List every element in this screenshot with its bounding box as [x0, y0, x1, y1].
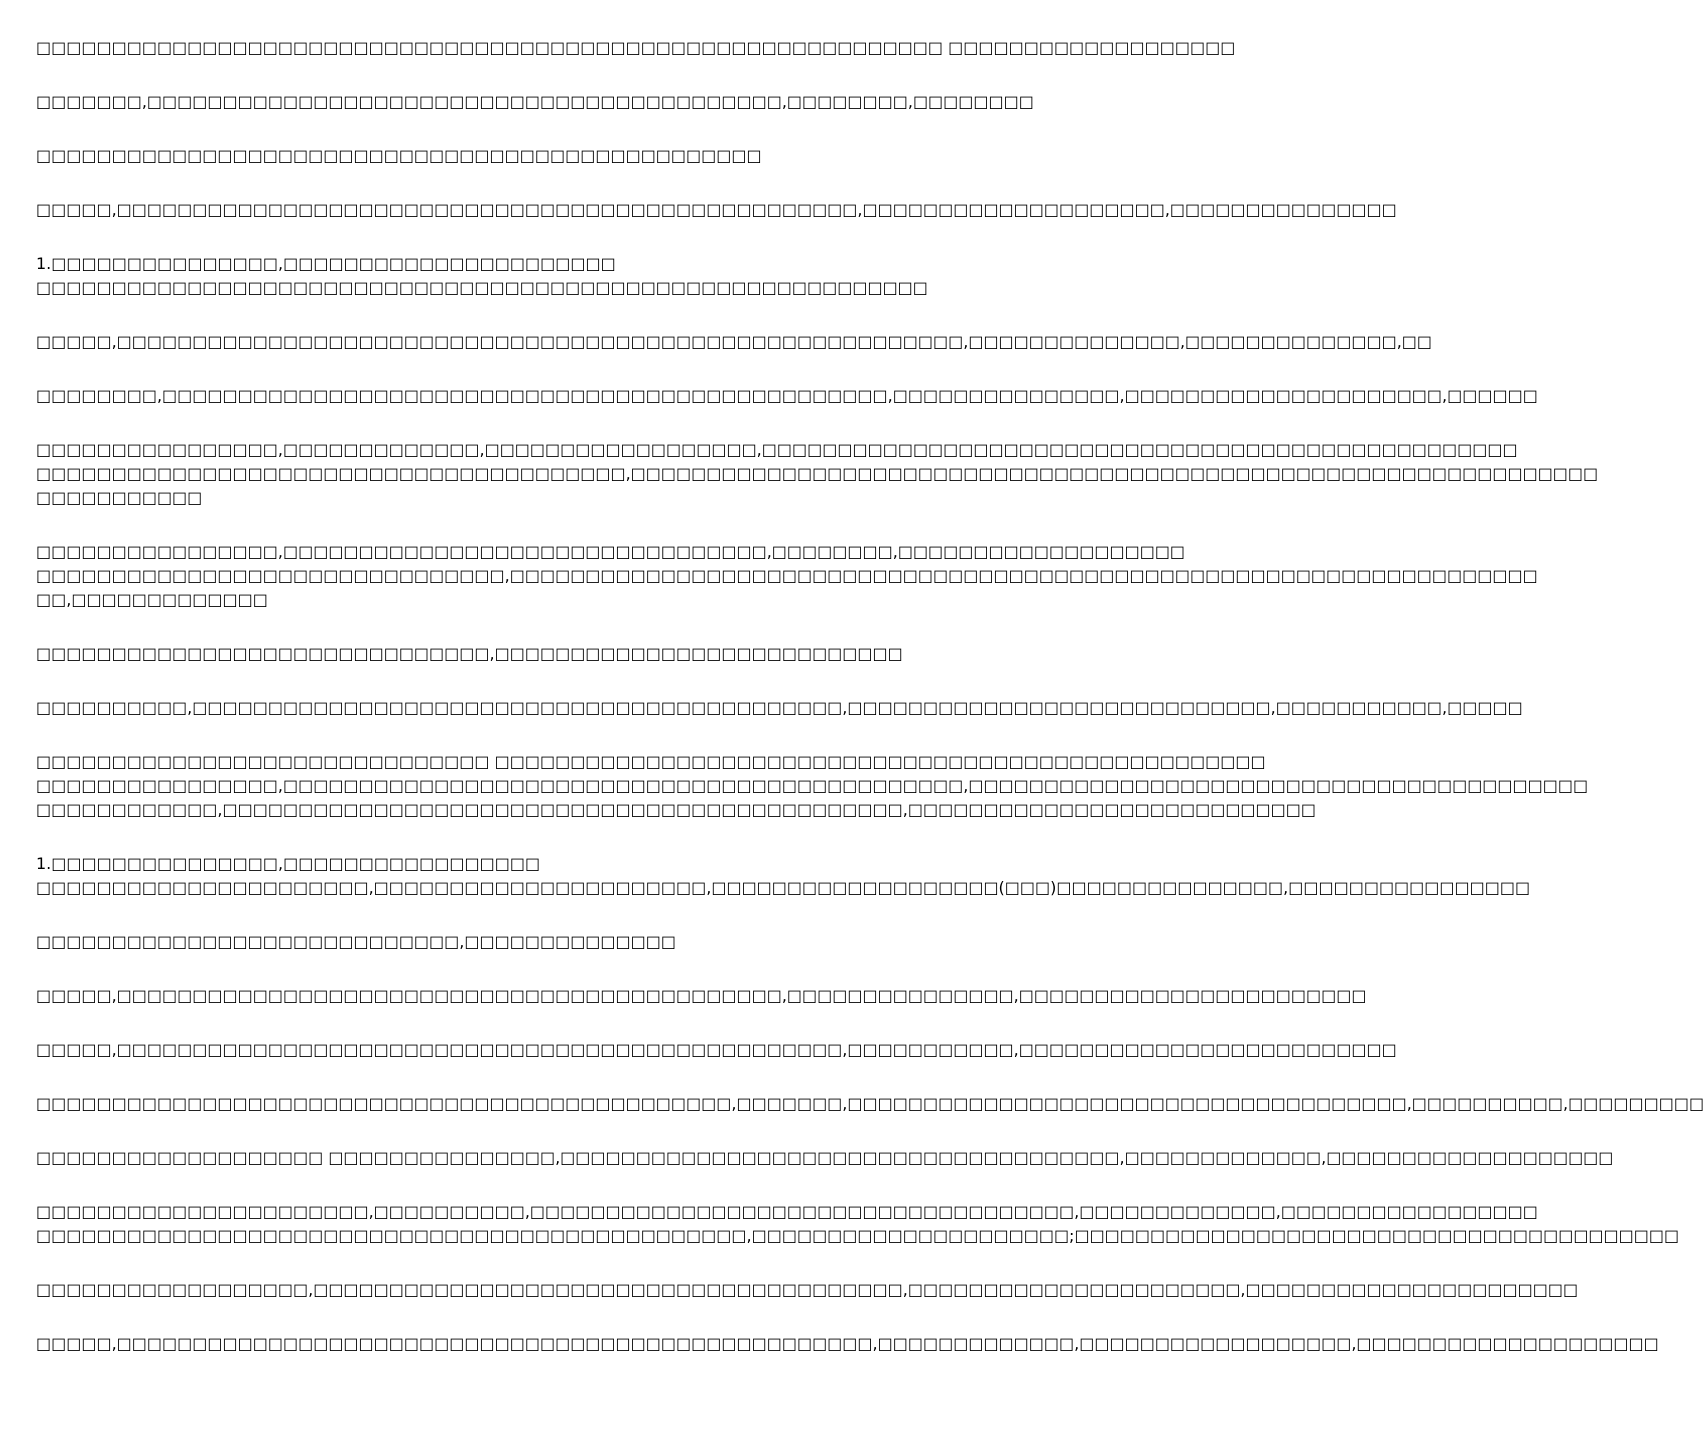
paragraph-line: □□□□□□□□□□□□□□□□□□□□□□□□□□□□□□,□□□□□□□□□□□□□□□□□□□□□□□□□□□ [36, 644, 903, 663]
paragraph-line: □□□□□□□□□□□□□□□□□□□□□□□□□□□□□□□□□□□□□□□,□□□□□□□□□□□□□□□□□□□□□□□□□□□□□□□□□□□□□□□□□□□□□□□□□□□□□□□□□□□□□□□□ [36, 464, 1599, 483]
paragraph-line: □□□□□□□□,□□□□□□□□□□□□□□□□□□□□□□□□□□□□□□□□□□□□□□□□□□□□□□□□,□□□□□□□□□□□□□□□,□□□□□□□□□□□□□□□□□□□□□,□□□□□□ [36, 386, 1538, 405]
paragraph [36, 750, 1589, 822]
paragraph [36, 1278, 1579, 1302]
paragraph [36, 438, 1599, 510]
paragraph-line: □□□□□□□□□□□□□□□□□□□□□□□□□□□□,□□□□□□□□□□□□□□ [36, 932, 677, 951]
paragraph-line: □□□□□□□□□□□□□□□□□□□□□□□□□□□□□□ □□□□□□□□□□□□□□□□□□□□□□□□□□□□□□□□□□□□□□□□□□□□□□□□□□□ [36, 752, 1266, 771]
paragraph-line: □□□□□,□□□□□□□□□□□□□□□□□□□□□□□□□□□□□□□□□□□□□□□□□□□□□□□□□□,□□□□□□□□□□□□□,□□□□□□□□□□□□□□□□□□,□□□□□□□□□□□□□□□□□□□□ [36, 1334, 1659, 1353]
paragraph [36, 642, 990, 666]
paragraph [36, 252, 990, 300]
paragraph-line: □□□□□□□□□□□□□□□□□□□□□□□□□□□□□□□□□□□□□□□□□□□□□□□,□□□□□□□□□□□□□□□□□□□□□;□□□□□□□□□□□□□□□□□□□□□□□□□□□□□□□□□□□□□□□□ [36, 1226, 1680, 1245]
paragraph-line: □□□□□□□□□□,□□□□□□□□□□□□□□□□□□□□□□□□□□□□□□□□□□□□□□□□□□□,□□□□□□□□□□□□□□□□□□□□□□□□□□□□,□□□□□□□□□□□,□□□□□ [36, 698, 1523, 717]
paragraph [36, 696, 1523, 720]
paragraph-line: □□□□□□□□□□□□□□□□,□□□□□□□□□□□□□□□□□□□□□□□□□□□□□□□□□□□□□□□□□□□□□,□□□□□□□□□□□□□□□□□□□□□□□□□□□□□□□□□□□□□□□□□ [36, 776, 1589, 795]
paragraph [36, 1092, 1704, 1116]
paragraph-line: □□□□□□□□□□□ [36, 488, 203, 507]
paragraph [36, 384, 1538, 408]
paragraph [36, 90, 1034, 114]
paragraph-line: □□□□□□□□□□□□□□□□□□,□□□□□□□□□□□□□□□□□□□□□□□□□□□□□□□□□□□□□□□,□□□□□□□□□□□□□□□□□□□□□□,□□□□□□□□□□□□□□□□□□□□□□ [36, 1280, 1579, 1299]
paragraph-line: □□□□□□□□□□□□□□□□□□□□□□□□□□□□□□□□□□□□□□□□□□□□□□,□□□□□□□,□□□□□□□□□□□□□□□□□□□□□□□□□□□□□□□□□□□□□,□□□□□□□□□□,□□□□□□□□□ [36, 1094, 1704, 1113]
paragraph [36, 1146, 1614, 1170]
paragraph-line: □□□□□,□□□□□□□□□□□□□□□□□□□□□□□□□□□□□□□□□□□□□□□□□□□□,□□□□□□□□□□□□□□□,□□□□□□□□□□□□□□□□□□□□□□□ [36, 986, 1367, 1005]
paragraph [36, 1038, 1397, 1062]
paragraph [36, 984, 1367, 1008]
paragraph-line: 1.□□□□□□□□□□□□□□□,□□□□□□□□□□□□□□□□□□□□□□ [36, 254, 616, 273]
paragraph [36, 144, 990, 168]
paragraph [36, 330, 1433, 354]
paragraph [36, 852, 1531, 900]
paragraph [36, 930, 990, 954]
paragraph-line: □□□□□□□□□□□□□□□□□□□ □□□□□□□□□□□□□□□,□□□□□□□□□□□□□□□□□□□□□□□□□□□□□□□□□□□□□,□□□□□□□□□□□□□,□□□□□□□□□□□□□□□□□□□ [36, 1148, 1614, 1167]
paragraph-line: □□□□□□□□□□□□□□□□□□□□□□,□□□□□□□□□□,□□□□□□□□□□□□□□□□□□□□□□□□□□□□□□□□□□□□,□□□□□□□□□□□□□,□□□□□□□□□□□□□□□□□ [36, 1202, 1538, 1221]
paragraph-line: □□□□□□□□□□□□□□□□,□□□□□□□□□□□□□□□□□□□□□□□□□□□□□□□□,□□□□□□□□,□□□□□□□□□□□□□□□□□□□ [36, 542, 1186, 561]
paragraph-line: □□□□□□□□□□□□□□□□,□□□□□□□□□□□□□,□□□□□□□□□□□□□□□□□□,□□□□□□□□□□□□□□□□□□□□□□□□□□□□□□□□□□□□□□□□□□□□□□□□□□ [36, 440, 1518, 459]
paragraph-line: □□□□□□□□□□□□□□□□□□□□□□,□□□□□□□□□□□□□□□□□□□□□□,□□□□□□□□□□□□□□□□□□□(□□□)□□□□□□□□□□□□□□□,□□□□□□□□□□□□□□□□ [36, 878, 1531, 897]
paragraph [36, 540, 1538, 612]
paragraph-line: □□□□□□□□□□□□□□□□□□□□□□□□□□□□□□□,□□□□□□□□□□□□□□□□□□□□□□□□□□□□□□□□□□□□□□□□□□□□□□□□□□□□□□□□□□□□□□□□□□□□ [36, 566, 1538, 585]
paragraph-line: □□□□□□□,□□□□□□□□□□□□□□□□□□□□□□□□□□□□□□□□□□□□□□□□□□,□□□□□□□□,□□□□□□□□ [36, 92, 1034, 111]
paragraph-line: □□□□□□□□□□□□,□□□□□□□□□□□□□□□□□□□□□□□□□□□□□□□□□□□□□□□□□□□□□,□□□□□□□□□□□□□□□□□□□□□□□□□□□ [36, 800, 1317, 819]
paragraph-line: □□□□□□□□□□□□□□□□□□□□□□□□□□□□□□□□□□□□□□□□□□□□□□□□□□□□□□□□□□□□ □□□□□□□□□□□□□□□□□□□ [36, 38, 1236, 57]
paragraph-line: 1.□□□□□□□□□□□□□□□,□□□□□□□□□□□□□□□□□ [36, 854, 541, 873]
paragraph-line: □□□□□,□□□□□□□□□□□□□□□□□□□□□□□□□□□□□□□□□□□□□□□□□□□□□□□□,□□□□□□□□□□□,□□□□□□□□□□□□□□□□□□□□□□□□□ [36, 1040, 1397, 1059]
paragraph-line: □□□□□□□□□□□□□□□□□□□□□□□□□□□□□□□□□□□□□□□□□□□□□□□□□□□□□□□□□□□ [36, 278, 928, 297]
paragraph [36, 1332, 1659, 1356]
paragraph-line: □□□□□,□□□□□□□□□□□□□□□□□□□□□□□□□□□□□□□□□□□□□□□□□□□□□□□□□,□□□□□□□□□□□□□□□□□□□□,□□□□□□□□□□□□□□□ [36, 200, 1397, 219]
paragraph-line: □□□□□,□□□□□□□□□□□□□□□□□□□□□□□□□□□□□□□□□□□□□□□□□□□□□□□□□□□□□□□□,□□□□□□□□□□□□□□,□□□□□□□□□□□□□□,□□ [36, 332, 1433, 351]
paragraph [36, 36, 1236, 60]
paragraph [36, 198, 1397, 222]
paragraph [36, 1200, 1680, 1248]
document-body [36, 36, 1704, 1386]
paragraph-line: □□,□□□□□□□□□□□□□ [36, 590, 268, 609]
paragraph-line: □□□□□□□□□□□□□□□□□□□□□□□□□□□□□□□□□□□□□□□□□□□□□□□□ [36, 146, 762, 165]
